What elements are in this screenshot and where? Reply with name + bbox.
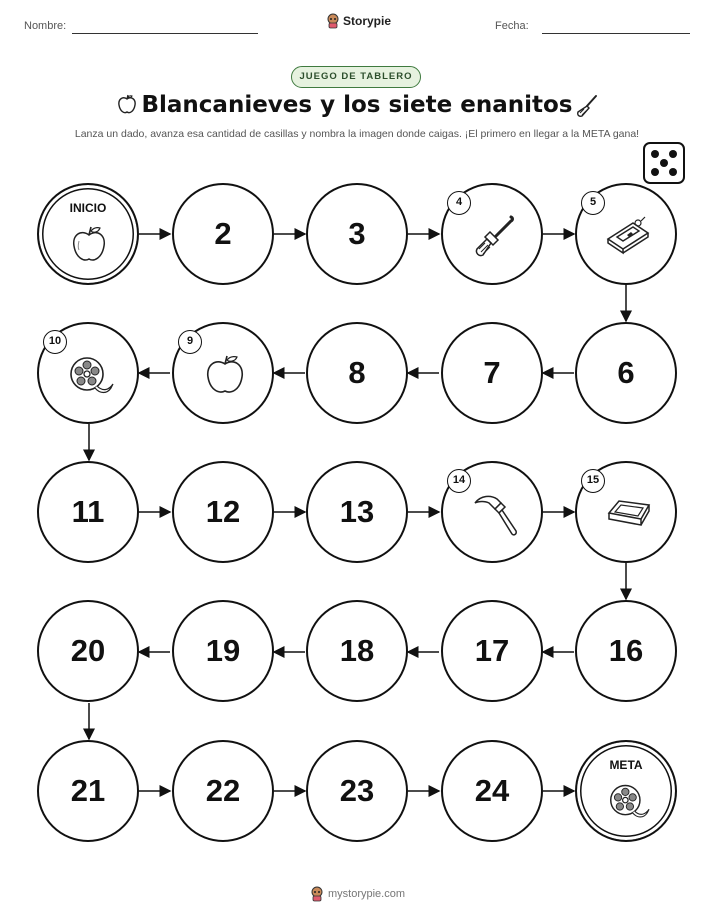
board-cell-start[interactable] (37, 183, 139, 285)
board-cell[interactable] (172, 740, 274, 842)
category-badge: JUEGO DE TABLERO (291, 66, 421, 88)
finish-label: META (609, 758, 643, 772)
board-cell[interactable] (306, 322, 408, 424)
cell-number-badge: 15 (581, 469, 605, 493)
cell-number: 18 (339, 633, 375, 668)
apple-icon (202, 352, 248, 398)
board-cell[interactable] (575, 183, 677, 285)
date-label: Fecha: (495, 20, 529, 32)
cell-number: 22 (205, 773, 241, 808)
cell-number: 8 (348, 355, 366, 390)
cell-number: 11 (71, 494, 105, 529)
storypie-mascot-icon (310, 886, 324, 902)
cell-number: 23 (339, 773, 375, 808)
apple-icon (69, 223, 109, 265)
board-cell[interactable] (441, 322, 543, 424)
board-cell[interactable] (441, 740, 543, 842)
board-cell[interactable] (172, 600, 274, 702)
cell-number: 24 (474, 773, 510, 808)
cell-number: 6 (617, 355, 635, 390)
start-label: INICIO (69, 201, 107, 215)
film-reel-icon (607, 780, 651, 822)
cell-number: 7 (483, 355, 501, 390)
brush-icon (471, 213, 517, 259)
page-title: Blancanieves y los siete enanitos (141, 92, 573, 118)
board-cell[interactable] (306, 600, 408, 702)
board-cell[interactable] (172, 322, 274, 424)
film-reel-icon (67, 352, 115, 398)
board-cell[interactable] (306, 740, 408, 842)
cell-number-badge: 9 (178, 330, 202, 354)
board-cell[interactable] (37, 322, 139, 424)
brand-name: Storypie (343, 14, 392, 28)
cell-number: 20 (70, 633, 106, 668)
board-cell[interactable] (306, 183, 408, 285)
board-cell[interactable] (441, 461, 543, 563)
board-cell[interactable] (37, 600, 139, 702)
board-cell[interactable] (441, 600, 543, 702)
cell-number: 17 (474, 633, 510, 668)
cell-number: 12 (205, 494, 241, 529)
mousetrap-icon (605, 213, 651, 257)
board-cell[interactable] (441, 183, 543, 285)
board-cell[interactable] (306, 461, 408, 563)
cell-number-badge: 5 (581, 191, 605, 215)
board-cell[interactable] (37, 740, 139, 842)
board-cell[interactable] (575, 322, 677, 424)
board-cell[interactable] (37, 461, 139, 563)
board-cell[interactable] (172, 183, 274, 285)
board-cell[interactable] (575, 600, 677, 702)
cell-number: 16 (608, 633, 644, 668)
cell-number: 2 (214, 216, 232, 251)
footer (310, 886, 405, 902)
cell-number-badge: 10 (43, 330, 67, 354)
cell-number-badge: 4 (447, 191, 471, 215)
hammer-icon (471, 491, 519, 539)
board-cell[interactable] (575, 461, 677, 563)
coffin-icon (605, 491, 651, 531)
cell-number: 19 (205, 633, 241, 668)
instructions: Lanza un dado, avanza esa cantidad de casillas y nombra la imagen donde caigas. ¡El primero en llegar a la META gana! (74, 128, 640, 140)
name-label: Nombre: (24, 20, 67, 32)
cell-number: 3 (348, 216, 366, 251)
cell-number-badge: 14 (447, 469, 471, 493)
board-cell[interactable] (172, 461, 274, 563)
board-cell-finish[interactable] (575, 740, 677, 842)
cell-number: 21 (70, 773, 106, 808)
cell-number: 13 (339, 494, 375, 529)
footer-website[interactable]: mystorypie.com (328, 888, 406, 900)
